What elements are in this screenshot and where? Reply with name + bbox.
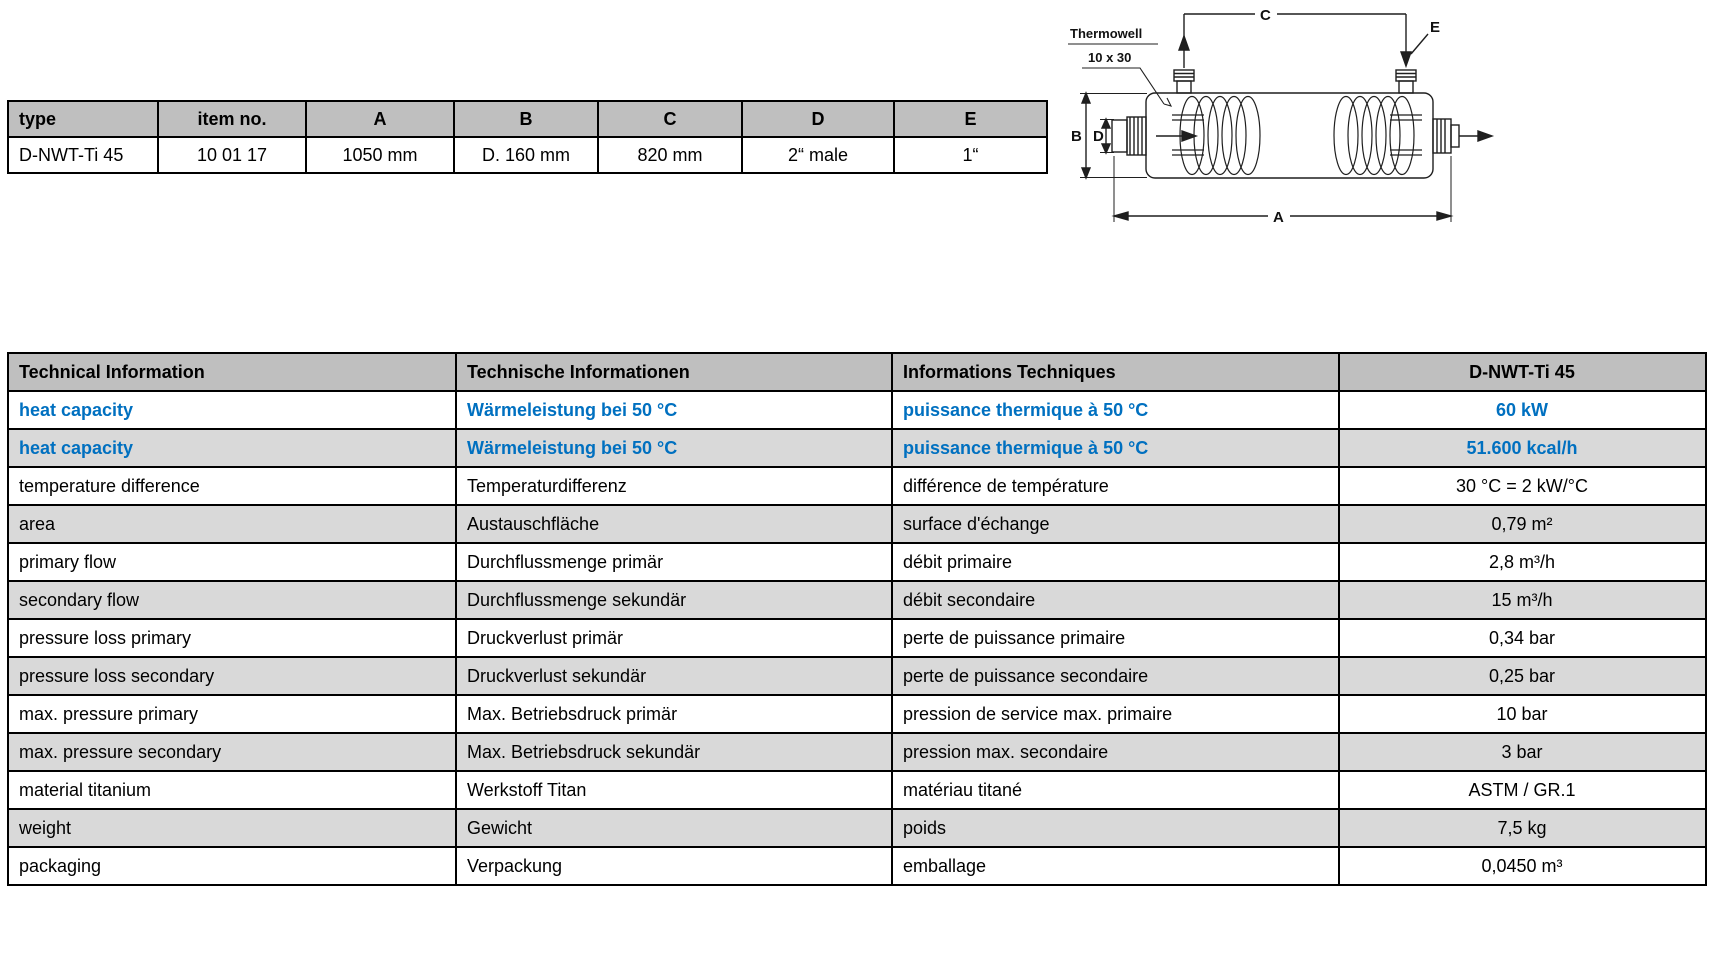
spec-header-de: Technische Informationen (456, 353, 892, 391)
spec-cell-fr: matériau titané (892, 771, 1339, 809)
spec-header-en: Technical Information (8, 353, 456, 391)
dim-label-a: A (1273, 209, 1284, 226)
spec-cell-de: Verpackung (456, 847, 892, 885)
thermowell-label: Thermowell (1070, 26, 1143, 41)
spec-cell-value: 15 m³/h (1339, 581, 1706, 619)
spec-cell-fr: puissance thermique à 50 °C (892, 429, 1339, 467)
e-leader-line (1411, 34, 1428, 54)
spec-cell-en: heat capacity (8, 429, 456, 467)
spec-cell-de: Wärmeleistung bei 50 °C (456, 391, 892, 429)
spec-row-heat-capacity-kcal (8, 429, 1706, 467)
spec-cell-value: 30 °C = 2 kW/°C (1339, 467, 1706, 505)
dim-label-b: B (1071, 128, 1082, 145)
dim-label-c: C (1260, 7, 1271, 24)
spec-cell-en: secondary flow (8, 581, 456, 619)
dim-label-d: D (1093, 128, 1104, 145)
spec-row-packaging (8, 847, 1706, 885)
spec-cell-en: weight (8, 809, 456, 847)
spec-row-secondary-flow (8, 581, 1706, 619)
dims-cell-a: 1050 mm (306, 137, 454, 173)
spec-table (7, 352, 1707, 886)
dimensions-table (7, 100, 1048, 174)
spec-cell-fr: pression de service max. primaire (892, 695, 1339, 733)
dimensions-data-row (8, 137, 1047, 173)
spec-cell-de: Durchflussmenge primär (456, 543, 892, 581)
spec-row-max-pressure-secondary (8, 733, 1706, 771)
spec-cell-fr: débit secondaire (892, 581, 1339, 619)
spec-cell-fr: emballage (892, 847, 1339, 885)
spec-cell-de: Werkstoff Titan (456, 771, 892, 809)
heat-exchanger-diagram (1040, 0, 1713, 240)
spec-cell-de: Max. Betriebsdruck primär (456, 695, 892, 733)
spec-row-primary-flow (8, 543, 1706, 581)
dims-header-e: E (894, 101, 1047, 137)
spec-row-heat-capacity-kw (8, 391, 1706, 429)
spec-cell-de: Druckverlust sekundär (456, 657, 892, 695)
spec-cell-value: 7,5 kg (1339, 809, 1706, 847)
dims-cell-e: 1“ (894, 137, 1047, 173)
dims-cell-b: D. 160 mm (454, 137, 598, 173)
down-arrow (1401, 52, 1411, 66)
dims-header-a: A (306, 101, 454, 137)
spec-row-material-titanium (8, 771, 1706, 809)
spec-cell-de: Austauschfläche (456, 505, 892, 543)
spec-cell-fr: perte de puissance primaire (892, 619, 1339, 657)
spec-cell-value: 3 bar (1339, 733, 1706, 771)
spec-cell-en: pressure loss secondary (8, 657, 456, 695)
spec-header-fr: Informations Techniques (892, 353, 1339, 391)
spec-cell-value: 60 kW (1339, 391, 1706, 429)
spec-header-model: D-NWT-Ti 45 (1339, 353, 1706, 391)
dims-header-c: C (598, 101, 742, 137)
spec-cell-value: ASTM / GR.1 (1339, 771, 1706, 809)
left-port (1112, 117, 1146, 155)
spec-cell-fr: surface d'échange (892, 505, 1339, 543)
spec-cell-de: Temperaturdifferenz (456, 467, 892, 505)
spec-row-area (8, 505, 1706, 543)
spec-cell-en: temperature difference (8, 467, 456, 505)
spec-header-row (8, 353, 1706, 391)
spec-cell-value: 51.600 kcal/h (1339, 429, 1706, 467)
right-nozzle (1396, 70, 1416, 93)
dim-c (1184, 14, 1406, 68)
right-port (1433, 119, 1478, 153)
dim-label-e: E (1430, 19, 1441, 36)
spec-cell-en: primary flow (8, 543, 456, 581)
spec-cell-en: max. pressure secondary (8, 733, 456, 771)
heat-exchanger-drawing-svg (1040, 0, 1713, 240)
spec-cell-fr: débit primaire (892, 543, 1339, 581)
spec-cell-fr: pression max. secondaire (892, 733, 1339, 771)
spec-cell-fr: puissance thermique à 50 °C (892, 391, 1339, 429)
spec-cell-de: Max. Betriebsdruck sekundär (456, 733, 892, 771)
spec-cell-de: Wärmeleistung bei 50 °C (456, 429, 892, 467)
dims-header-item-no: item no. (158, 101, 306, 137)
dimensions-header-row (8, 101, 1047, 137)
dims-cell-d: 2“ male (742, 137, 894, 173)
spec-cell-en: material titanium (8, 771, 456, 809)
dims-cell-type: D-NWT-Ti 45 (8, 137, 158, 173)
dims-header-b: B (454, 101, 598, 137)
thermowell-size: 10 x 30 (1088, 50, 1132, 65)
spec-cell-de: Durchflussmenge sekundär (456, 581, 892, 619)
spec-cell-de: Druckverlust primär (456, 619, 892, 657)
spec-row-temperature-difference (8, 467, 1706, 505)
spec-cell-value: 2,8 m³/h (1339, 543, 1706, 581)
spec-cell-value: 0,79 m² (1339, 505, 1706, 543)
spec-row-pressure-loss-primary (8, 619, 1706, 657)
spec-cell-en: heat capacity (8, 391, 456, 429)
spec-cell-en: area (8, 505, 456, 543)
dims-cell-c: 820 mm (598, 137, 742, 173)
spec-row-max-pressure-primary (8, 695, 1706, 733)
spec-cell-fr: différence de température (892, 467, 1339, 505)
spec-cell-value: 0,0450 m³ (1339, 847, 1706, 885)
right-coil (1334, 97, 1422, 175)
spec-cell-en: pressure loss primary (8, 619, 456, 657)
dims-header-type: type (8, 101, 158, 137)
spec-cell-value: 0,25 bar (1339, 657, 1706, 695)
spec-cell-fr: perte de puissance secondaire (892, 657, 1339, 695)
outlet-flow-arrow (1478, 131, 1492, 141)
spec-cell-en: packaging (8, 847, 456, 885)
spec-cell-value: 0,34 bar (1339, 619, 1706, 657)
spec-cell-de: Gewicht (456, 809, 892, 847)
spec-cell-fr: poids (892, 809, 1339, 847)
spec-row-weight (8, 809, 1706, 847)
left-nozzle (1174, 70, 1194, 93)
spec-row-pressure-loss-secondary (8, 657, 1706, 695)
up-arrow (1179, 36, 1189, 50)
spec-cell-en: max. pressure primary (8, 695, 456, 733)
spec-cell-value: 10 bar (1339, 695, 1706, 733)
dims-header-d: D (742, 101, 894, 137)
dims-cell-item-no: 10 01 17 (158, 137, 306, 173)
